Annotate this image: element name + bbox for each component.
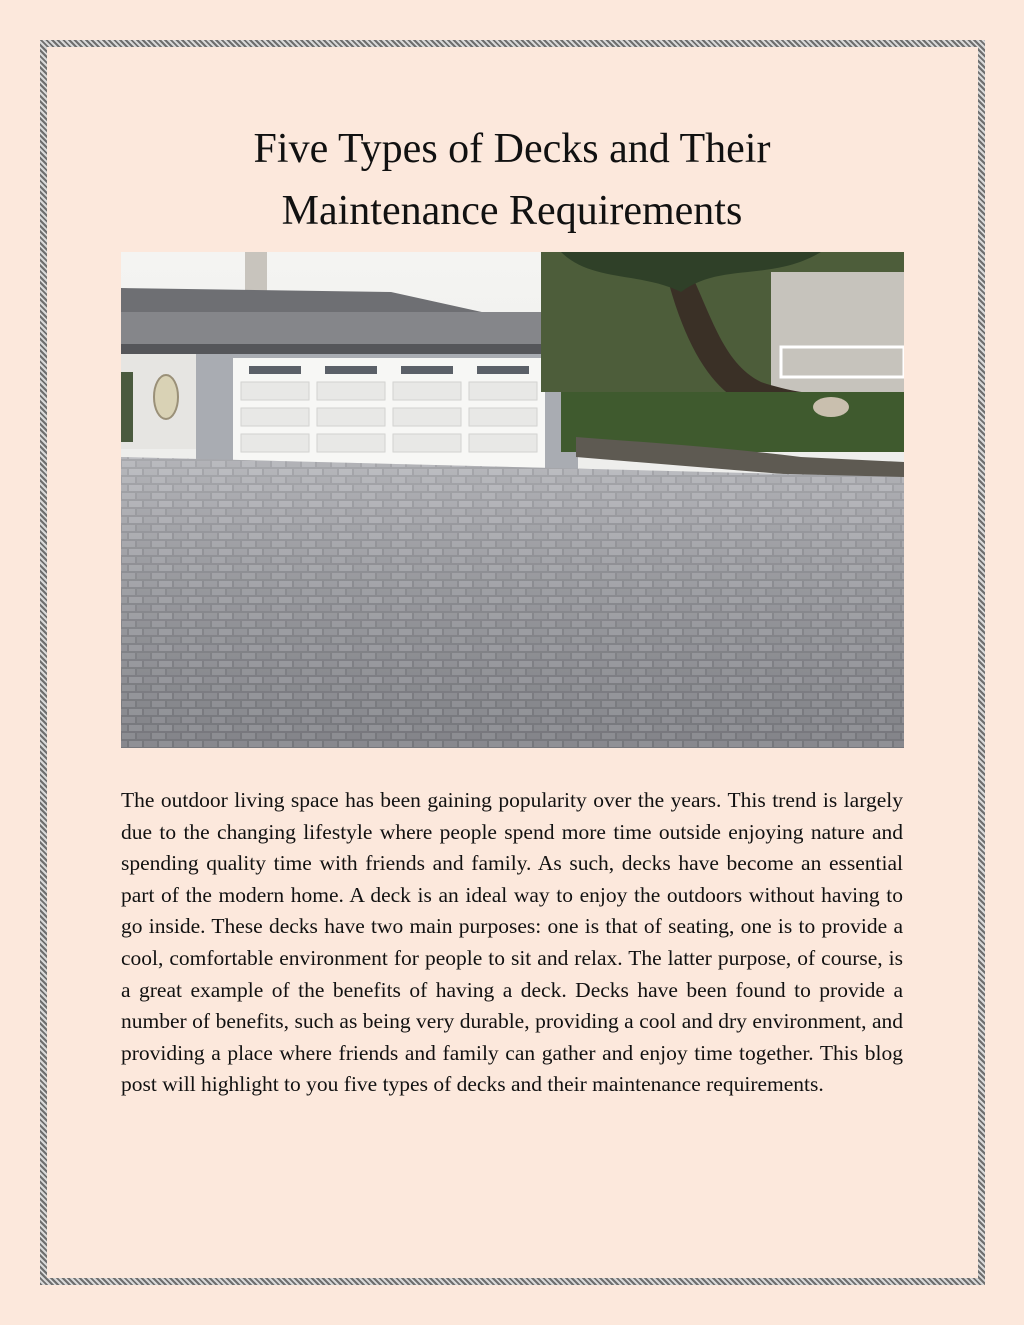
page-title xyxy=(80,118,944,242)
driveway-photo xyxy=(121,252,904,748)
title-line-1: Five Types of Decks and Their xyxy=(253,126,771,172)
title-line-2: Maintenance Requirements xyxy=(281,188,743,234)
intro-paragraph: The outdoor living space has been gaining popularity over the years. This trend is largely due to the changing lifestyle where people spend more time outside enjoying nature and spending quality time with friends and family. As such, decks have become an essential part of the modern home. A deck is an ideal way to enjoy the outdoors without having to go inside. These decks have two main purposes: one is that of seating, one is to provide a cool, comfortable environment for people to sit and relax. The latter purpose, of course, is a great example of the benefits of having a deck. Decks have been found to provide a number of benefits, such as being very durable, providing a cool and dry environment, and providing a place where friends and family can gather and enjoy time together. This blog post will highlight to you five types of decks and their maintenance requirements. xyxy=(121,788,903,1097)
